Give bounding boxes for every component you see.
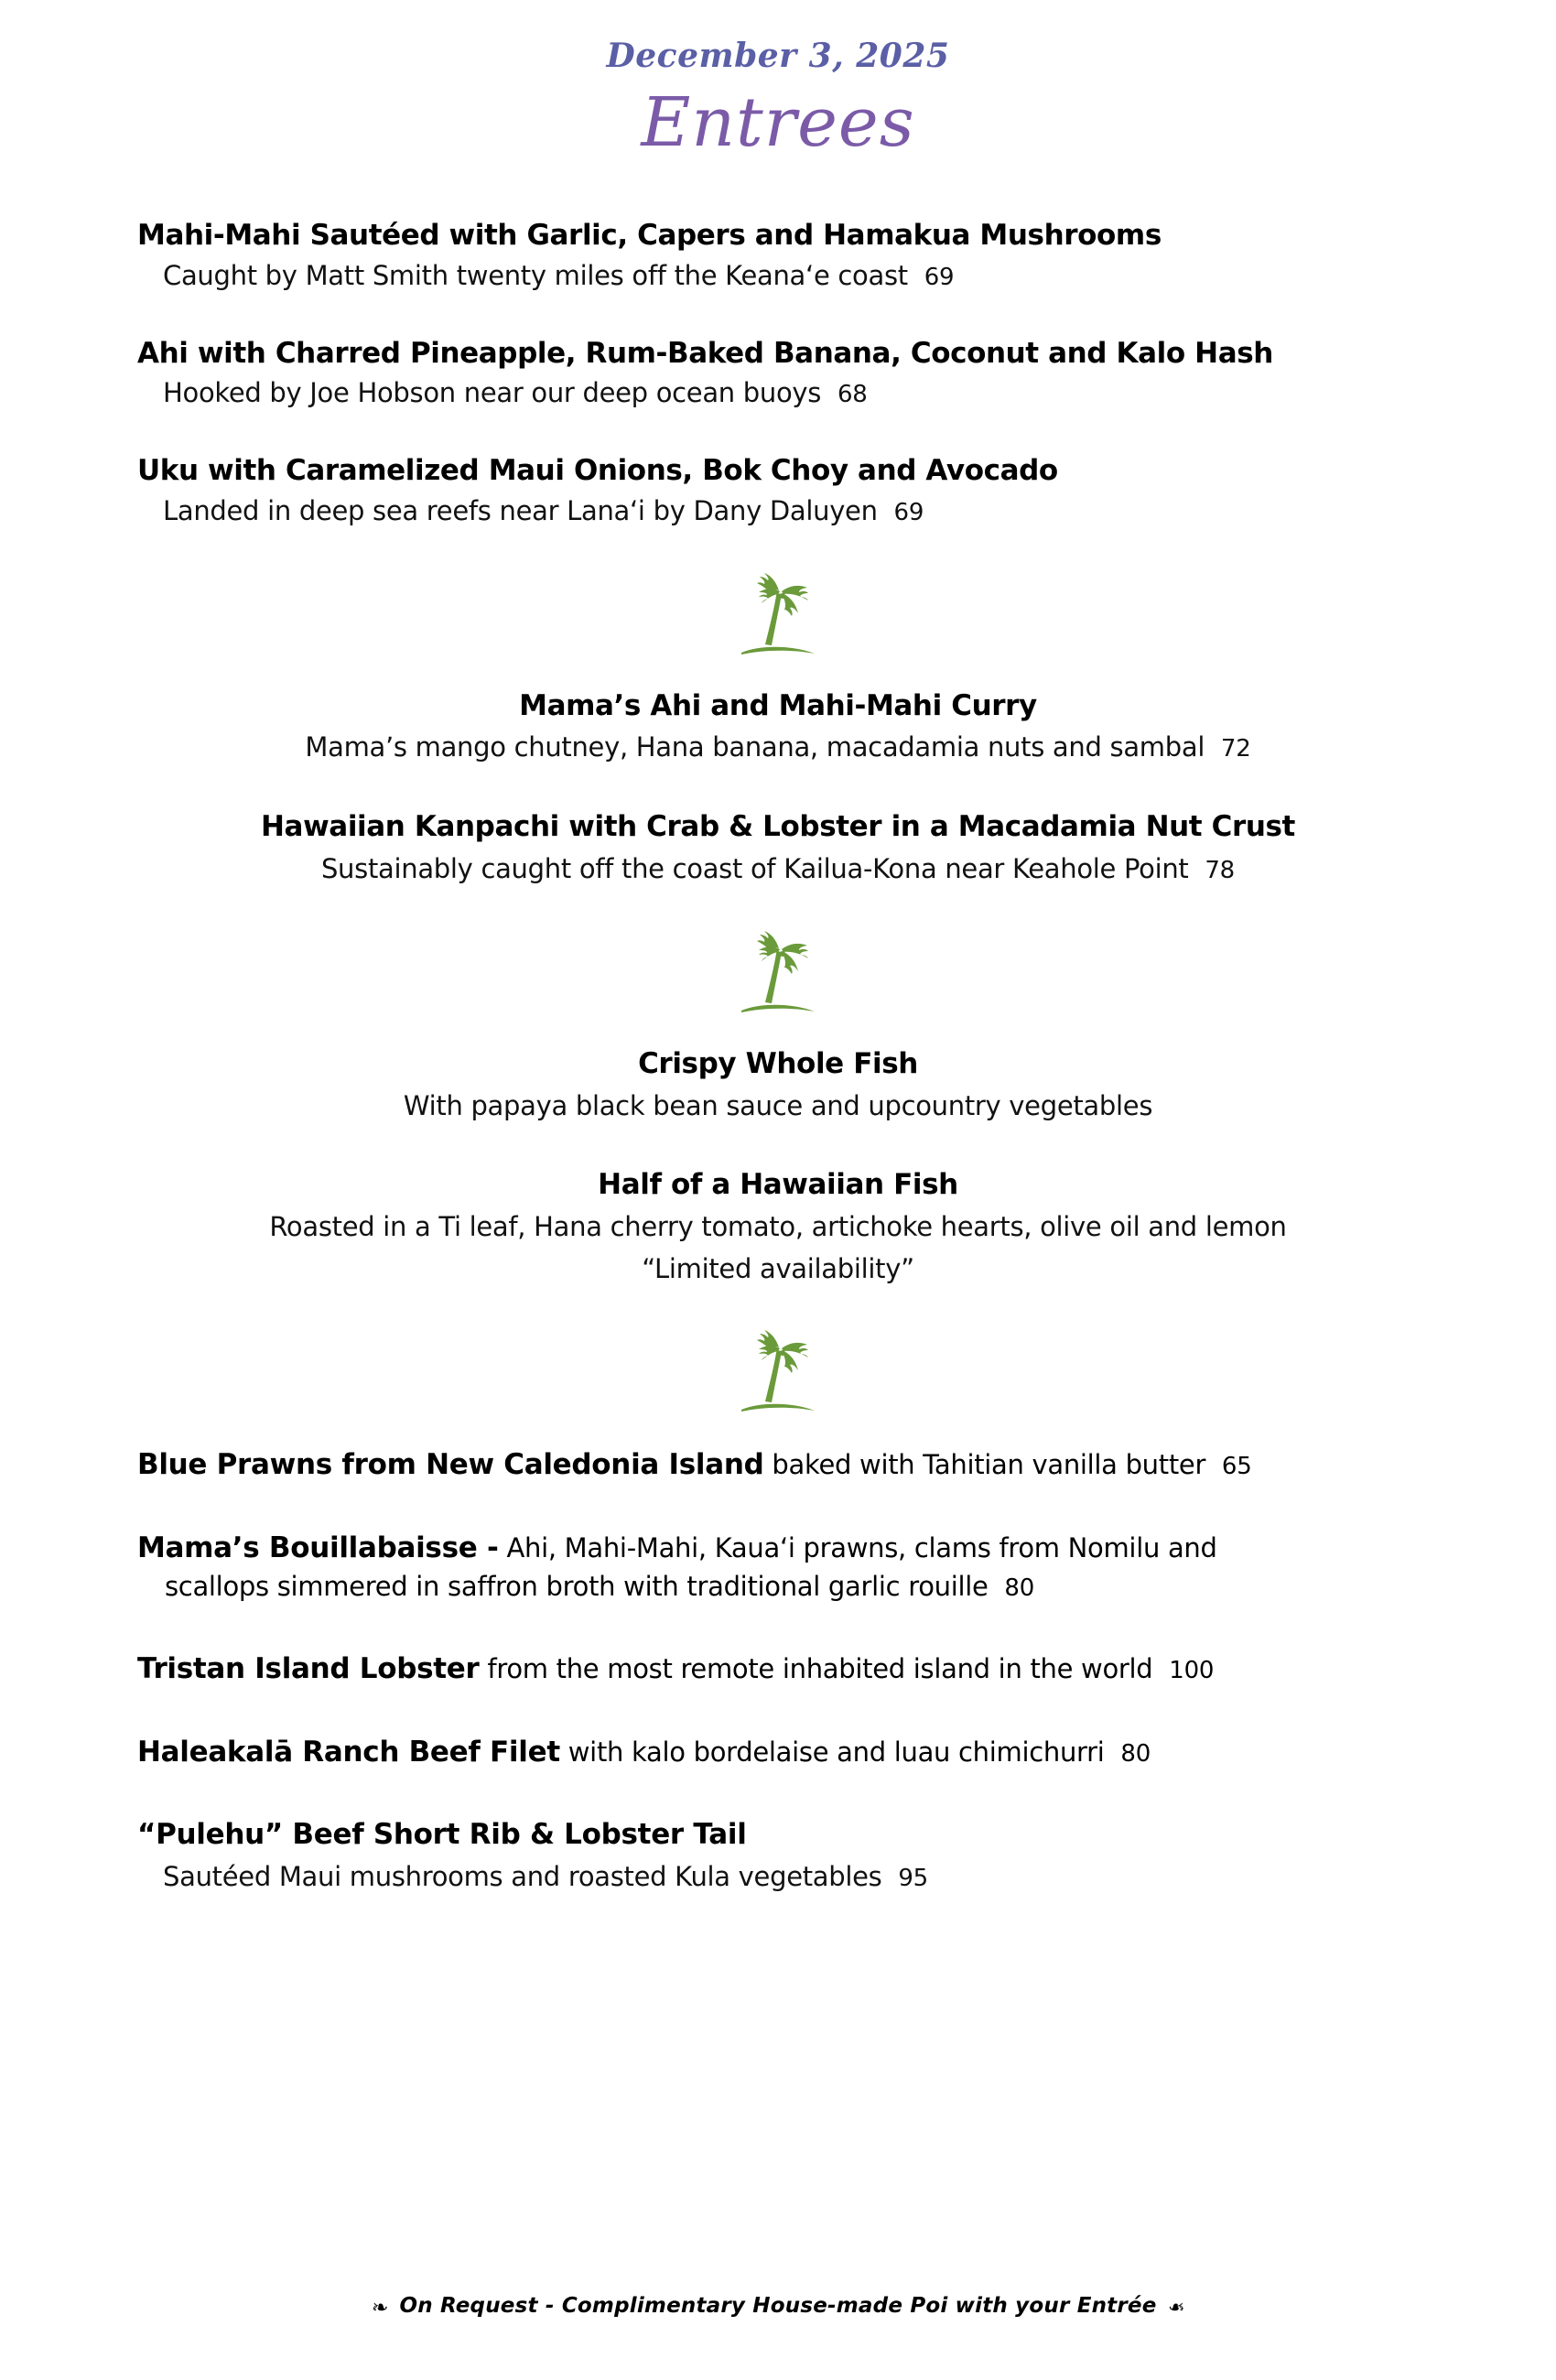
dish-description-text: Hooked by Joe Hobson near our deep ocean buoys [163,377,822,409]
page-title: Entrees [641,82,915,162]
dish-name: Tristan Island Lobster [137,1651,480,1685]
footer-note: On Request - Complimentary House-made Poi with your Entrée [399,2293,1157,2318]
menu-item [101,1815,1455,1895]
menu-footer [0,2294,1556,2320]
dish-description [101,852,1455,887]
dish-description-text: Mama’s mango chutney, Hana banana, macadamia nuts and sambal [305,731,1205,763]
section-divider [101,924,1455,1019]
dish-description-continued [137,1568,1455,1606]
dish-description: Ahi, Mahi-Mahi, Kauaʻi prawns, clams from Nomilu and [506,1532,1217,1564]
dish-price: 68 [837,381,868,409]
dish-name: “Pulehu” Beef Short Rib & Lobster Tail [137,1818,747,1852]
dish-description: Roasted in a Ti leaf, Hana cherry tomato, artichoke hearts, olive oil and lemon [269,1211,1287,1243]
menu-item [101,1445,1455,1485]
menu-item [101,1529,1455,1606]
menu-item [101,336,1455,412]
dish-description: from the most remote inhabited island in the world [487,1652,1153,1684]
leaf-ornament-icon: ❧ [372,2297,389,2320]
dish-name: Half of a Hawaiian Fish [598,1168,958,1202]
dish-description [137,494,1455,529]
dish-price: 72 [1220,735,1251,763]
dish-description [137,376,1455,411]
menu-header [101,0,1455,165]
entree-section-four [101,1445,1455,1895]
dish-name: Crispy Whole Fish [638,1046,918,1080]
entree-section-two [101,688,1455,887]
dish-price: 100 [1169,1656,1215,1684]
menu-item [101,1046,1455,1123]
palm-tree-icon [734,566,822,661]
section-divider [101,1323,1455,1418]
dish-description: with kalo bordelaise and luau chimichurri [567,1736,1105,1768]
dish-name: Mahi-Mahi Sautéed with Garlic, Capers and Hamakua Mushrooms [137,219,1162,253]
dish-description: With papaya black bean sauce and upcountry vegetables [403,1089,1153,1121]
entree-section-one [101,218,1455,529]
dish-name: Uku with Caramelized Maui Onions, Bok Choy and Avocado [137,454,1058,488]
menu-item [101,688,1455,766]
menu-item [101,1167,1455,1286]
dish-name: Blue Prawns from New Caledonia Island [137,1448,764,1482]
dish-name: Mama’s Ahi and Mahi-Mahi Curry [519,688,1037,722]
dish-name: Haleakalā Ranch Beef Filet [137,1735,560,1769]
dish-description [101,730,1455,765]
menu-date: December 3, 2025 [606,37,950,75]
menu-item [101,1650,1455,1689]
dish-description-text: Landed in deep sea reefs near Lanaʻi by Dany Daluyen [163,494,878,526]
entree-section-three [101,1046,1455,1287]
dish-price: 65 [1221,1453,1252,1481]
dish-name: Ahi with Charred Pineapple, Rum-Baked Banana, Coconut and Kalo Hash [137,336,1273,370]
dish-price: 80 [1004,1574,1035,1602]
dish-price: 69 [893,498,924,526]
dish-description [137,1860,1455,1895]
menu-item [101,218,1455,294]
menu-item [101,809,1455,887]
dish-description-text: Sautéed Maui mushrooms and roasted Kula vegetables [163,1861,882,1893]
dish-description [137,259,1455,294]
dish-name: Mama’s Bouillabaisse - [137,1531,499,1565]
dish-price: 80 [1120,1739,1151,1768]
dish-description-text: Sustainably caught off the coast of Kailua-Kona near Keahole Point [320,853,1189,885]
dish-description-text: Caught by Matt Smith twenty miles off the Keanaʻe coast [163,259,908,291]
dish-description: baked with Tahitian vanilla butter [772,1449,1206,1481]
menu-item [101,453,1455,529]
menu-item [101,1733,1455,1772]
section-divider [101,566,1455,661]
palm-tree-icon [734,924,822,1019]
dish-name: Hawaiian Kanpachi with Crab & Lobster in a Macadamia Nut Crust [261,810,1295,844]
dish-description-line2: scallops simmered in saffron broth with traditional garlic rouille [165,1570,989,1602]
leaf-ornament-icon: ❧ [1167,2297,1184,2320]
dish-price: 95 [898,1865,929,1893]
palm-tree-icon [734,1323,822,1418]
dish-price: 69 [924,263,955,291]
availability-note: “Limited availability” [642,1252,914,1284]
dish-price: 78 [1205,857,1236,885]
